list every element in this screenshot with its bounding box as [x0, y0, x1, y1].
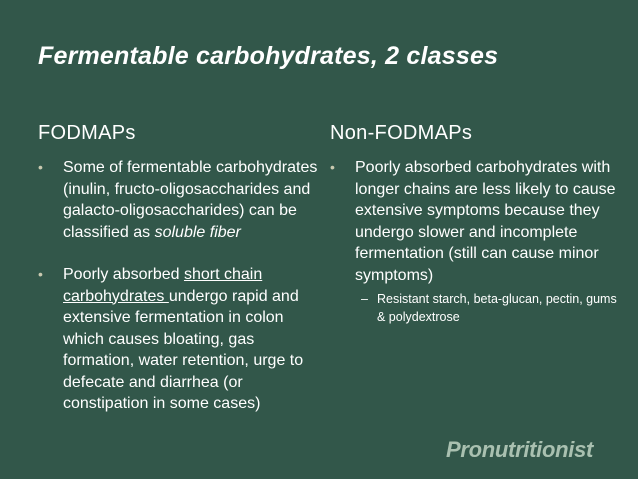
short-chain-underlined: short chain carbohydrates [63, 266, 263, 305]
bullet-icon: • [38, 266, 43, 282]
fodmaps-column [38, 122, 318, 415]
fodmaps-bullet-1-text: Some of fermentable carbohydrates (inulin, fructo-oligosaccharides and galacto-oligosaccharides) can be classified as [63, 159, 318, 241]
fodmaps-heading: FODMAPs [38, 122, 136, 144]
non-fodmaps-bullet-1-text: Poorly absorbed carbohydrates with longer chains are less likely to cause extensive symptoms because they undergo slower and incomplete fermentation (still can cause minor symptoms) [355, 159, 616, 284]
non-fodmaps-bullet-1 [330, 157, 620, 326]
fodmaps-bullet-2-before: Poorly absorbed [63, 266, 184, 283]
non-fodmaps-sub-item-1-text: Resistant starch, beta-glucan, pectin, gums & polydextrose [377, 292, 617, 324]
fodmaps-bullet-1 [38, 157, 318, 243]
pronutritionist-logo: Pronutritionist [446, 437, 594, 462]
non-fodmaps-bullet-list [330, 157, 620, 326]
soluble-fiber-emphasis: soluble fiber [154, 223, 241, 241]
non-fodmaps-heading: Non-FODMAPs [330, 122, 473, 144]
bullet-icon: • [330, 159, 335, 175]
slide-title: Fermentable carbohydrates, 2 classes [38, 42, 499, 70]
fodmaps-bullet-list [38, 157, 318, 415]
bullet-icon: • [38, 159, 43, 175]
dash-icon: – [361, 292, 368, 306]
non-fodmaps-column [330, 122, 620, 326]
non-fodmaps-sub-item-1 [355, 290, 620, 326]
non-fodmaps-sub-list [355, 290, 620, 326]
fodmaps-bullet-2-after: undergo rapid and extensive fermentation in colon which causes bloating, gas formation, water retention, urge to defecate and diarrhea (or constipation in some cases) [63, 287, 304, 412]
fodmaps-bullet-2 [38, 264, 318, 415]
